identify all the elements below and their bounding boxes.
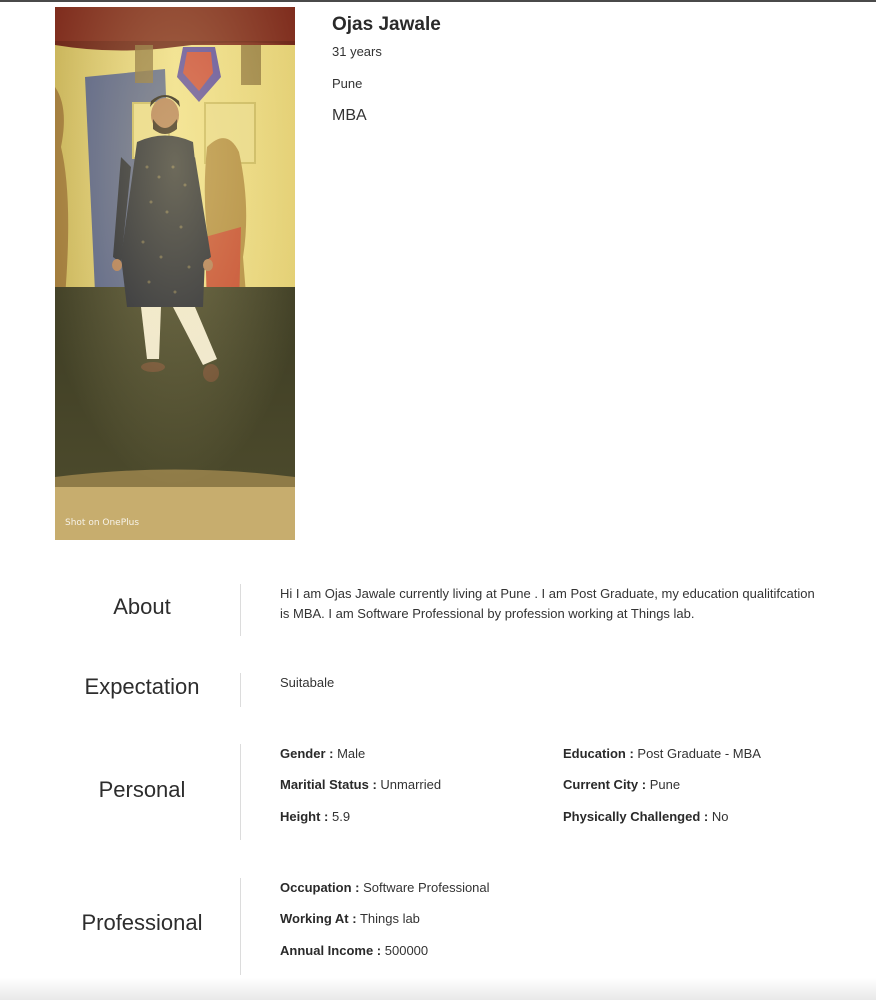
marital-label: Maritial Status : (280, 777, 377, 792)
expectation-divider (240, 673, 241, 707)
height-value: 5.9 (332, 809, 351, 824)
profile-photo-illustration (55, 7, 295, 540)
field-gender (280, 746, 365, 761)
personal-heading: Personal (98, 777, 186, 802)
field-occupation (280, 880, 490, 895)
challenged-label: Physically Challenged : (563, 809, 709, 824)
top-border (0, 0, 876, 2)
education-label: Education : (563, 746, 634, 761)
height-label: Height : (280, 809, 329, 824)
field-height (280, 809, 350, 824)
personal-divider (240, 744, 241, 840)
field-education (563, 746, 761, 761)
about-divider (240, 584, 241, 636)
field-annual-income (280, 943, 428, 958)
challenged-value: No (711, 809, 729, 824)
field-working-at (280, 911, 420, 926)
field-current-city (563, 777, 680, 792)
gender-value: Male (337, 746, 366, 761)
marital-value: Unmarried (380, 777, 442, 792)
about-heading: About (113, 594, 171, 619)
bottom-fade (0, 978, 876, 1000)
field-marital-status (280, 777, 441, 792)
profile-name: Ojas Jawale (332, 14, 441, 35)
profile-degree: MBA (332, 107, 367, 124)
professional-heading: Professional (81, 910, 203, 935)
current-city-value: Pune (649, 777, 681, 792)
gender-label: Gender : (280, 746, 334, 761)
field-physically-challenged (563, 809, 728, 824)
professional-divider (240, 878, 241, 975)
income-value: 500000 (384, 943, 429, 958)
occupation-value: Software Professional (363, 880, 490, 895)
photo-watermark: Shot on OnePlus (65, 518, 140, 528)
profile-city: Pune (332, 76, 363, 91)
about-text: Hi I am Ojas Jawale currently living at Pune . I am Post Graduate, my education qualitifcation is MBA. I am Software Professional by profession working at Things lab. (280, 586, 815, 621)
profile-photo (55, 7, 295, 540)
education-value: Post Graduate - MBA (637, 746, 761, 761)
working-value: Things lab (359, 911, 420, 926)
working-label: Working At : (280, 911, 357, 926)
current-city-label: Current City : (563, 777, 647, 792)
income-label: Annual Income : (280, 943, 382, 958)
profile-age: 31 years (332, 44, 382, 59)
expectation-text: Suitabale (280, 675, 335, 690)
occupation-label: Occupation : (280, 880, 360, 895)
expectation-heading: Expectation (84, 674, 200, 699)
